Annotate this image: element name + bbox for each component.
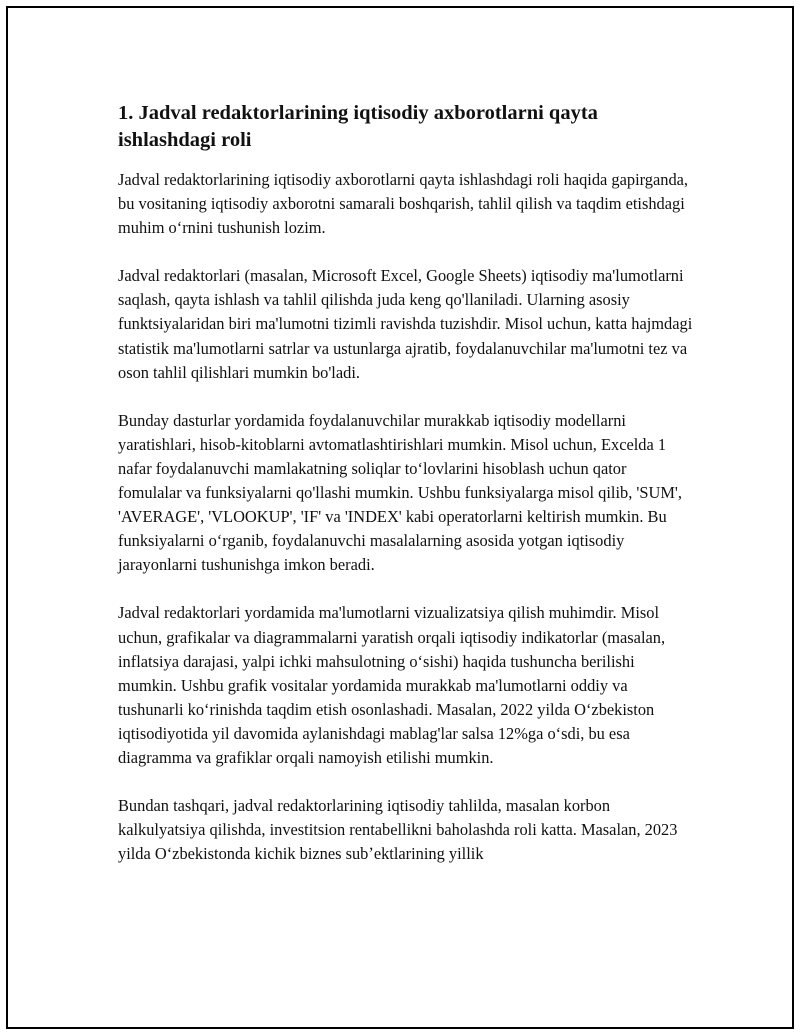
paragraph-modeling-functions: Bunday dasturlar yordamida foydalanuvchilar murakkab iqtisodiy modellarni yaratishlari, hisob-kitoblarni avtomatlashtirishlari mumkin. Misol uchun, Excelda 1 nafar foydalanuvchi mamlakatning soliqlar toʻlovlarini hisoblash uchun qator fomulalar va funksiyalarni qo'llashi mumkin. Ushbu funksiyalarga misol qilib, 'SUM', 'AVERAGE', 'VLOOKUP', 'IF' va 'INDEX' kabi operatorlarni keltirish mumkin. Bu funksiyalarni oʻrganib, foydalanuvchi masalalarning asosida yotgan iqtisodiy jarayonlarni tushunishga imkon beradi. <box>118 410 682 575</box>
paragraph-visualization: Jadval redaktorlari yordamida ma'lumotlarni vizualizatsiya qilish muhimdir. Misol uchun, grafikalar va diagrammalarni yaratish orqali iqtisodiy indikatorlar (masalan, inflatsiya darajasi, yalpi ichki mahsulotning oʻsishi) haqida tushuncha berilishi mumkin. Ushbu grafik vositalar yordamida murakkab ma'lumotlarni oddiy va tushunarli koʻrinishda taqdim etish osonlashadi. Masalan, 2022 yilda Oʻzbekiston iqtisodiyotida yil davomida aylanishdagi mablag'lar salsa 12%ga oʻsdi, bu esa diagramma va grafiklar orqali namoyish etilishi mumkin. <box>118 603 666 767</box>
document-content <box>118 100 693 890</box>
paragraph-data-storage: Jadval redaktorlari (masalan, Microsoft Excel, Google Sheets) iqtisodiy ma'lumotlarni saqlash, qayta ishlash va tahlil qilishda juda keng qo'llaniladi. Ularning asosiy funktsiyalaridan biri ma'lumotni tizimli ravishda tuzishdir. Misol uchun, katta hajmdagi statistik ma'lumotlarni satrlar va ustunlarga ajratib, foydalanuvchilar ma'lumotni tez va oson tahlil qilishlari mumkin bo'ladi. <box>118 266 693 382</box>
document-page <box>6 6 794 1029</box>
paragraph-intro: Jadval redaktorlarining iqtisodiy axborotlarni qayta ishlashdagi roli haqida gapirganda, bu vositaning iqtisodiy axborotni samarali boshqarish, tahlil qilish va taqdim etishdagi muhim oʻrnini tushunish lozim. <box>118 170 689 238</box>
paragraph-analysis: Bundan tashqari, jadval redaktorlarining iqtisodiy tahlilda, masalan korbon kalkulyatsiya qilishda, investitsion rentabellikni baholashda roli katta. Masalan, 2023 yilda Oʻzbekistonda kichik biznes subʼektlarining yillik <box>118 796 678 864</box>
section-title: 1. Jadval redaktorlarining iqtisodiy axborotlarni qayta ishlashdagi roli <box>118 102 598 151</box>
